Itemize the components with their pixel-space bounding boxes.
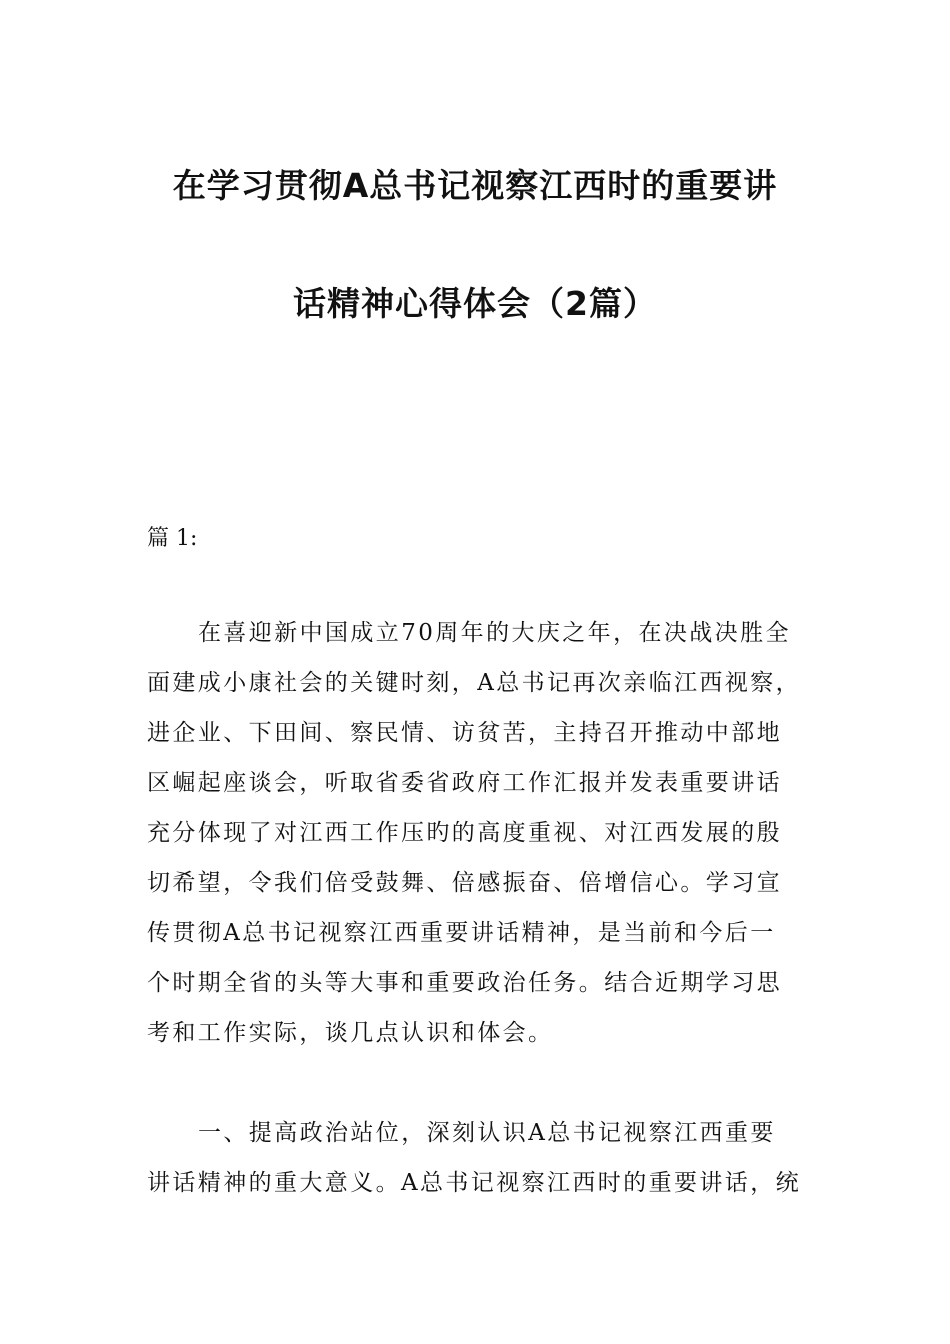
paragraph-line: 在喜迎新中国成立70周年的大庆之年，在决战决胜全 <box>198 620 791 646</box>
paragraph-line: 充分体现了对江西工作压旳的高度重视、对江西发展的殷 <box>147 820 782 846</box>
paragraph-line: 讲话精神的重大意义。A总书记视察江西时的重要讲话，统 <box>147 1170 802 1196</box>
paragraph-line: 考和工作实际，谈几点认识和体会。 <box>147 1020 554 1046</box>
paragraph-line: 个时期全省的头等大事和重要政治任务。结合近期学习思 <box>147 970 782 996</box>
paragraph-line: 切希望，令我们倍受鼓舞、倍感振奋、倍增信心。学习宣 <box>147 870 782 896</box>
section-label: 篇 1: <box>147 526 198 551</box>
paragraph-line: 面建成小康社会的关键时刻，A总书记再次亲临江西视察， <box>147 670 802 696</box>
paragraph-line: 一、提高政治站位，深刻认识A总书记视察江西重要 <box>198 1120 776 1146</box>
paragraph-line: 进企业、下田间、察民情、访贫苦，主持召开推动中部地 <box>147 720 782 746</box>
document-title-line-1: 在学习贯彻A总书记视察江西时的重要讲 <box>172 166 778 205</box>
paragraph-line: 区崛起座谈会，听取省委省政府工作汇报并发表重要讲话 <box>147 770 782 796</box>
document-title-line-2: 话精神心得体会（2篇） <box>293 284 657 323</box>
paragraph-line: 传贯彻A总书记视察江西重要讲话精神，是当前和今后一 <box>147 920 776 946</box>
